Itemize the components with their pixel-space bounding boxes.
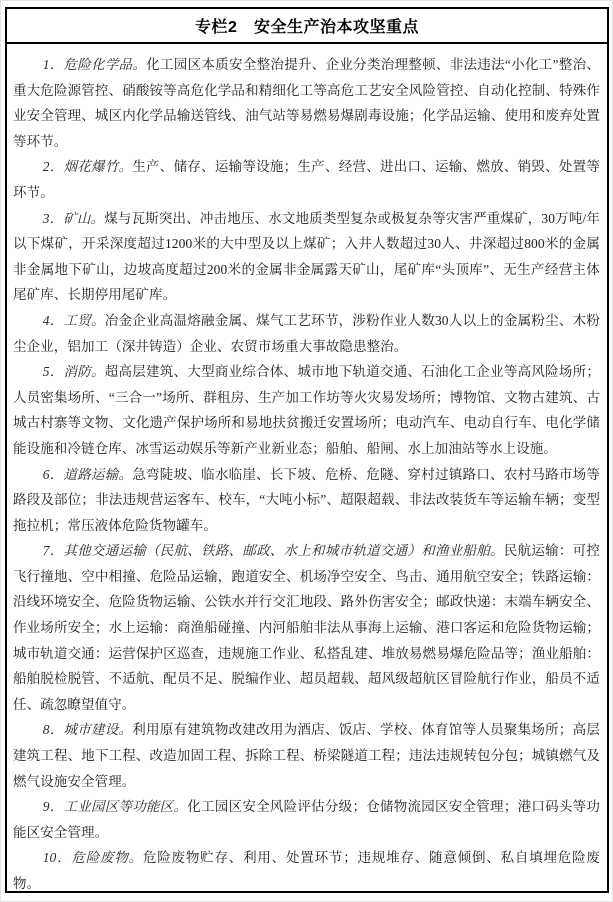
item-lead-term: 9．工业园区等功能区。 <box>42 799 188 815</box>
item-body-text: 生产、储存、运输等设施；生产、经营、进出口、运输、燃放、销毁、处置等环节。 <box>13 159 601 200</box>
item-lead-term: 10．危险废物。 <box>42 850 143 866</box>
list-item <box>13 52 600 154</box>
item-body-text: 危险废物贮存、利用、处置环节；违规堆存、随意倾倒、私自填埋危险废物。 <box>13 850 600 891</box>
item-body-text: 化工园区本质安全整治提升、企业分类治理整顿、非法违法“小化工”整治、重大危险源管控、硝酸铵等高危化学品和精细化工等高危工艺安全风险管控、自动化控制、特殊作业安全管理、城区内化学品输送管线、油气站等易燃易爆剧毒设施；化学品运输、使用和废弃处置等环节。 <box>13 57 600 149</box>
item-lead-term: 4．工贸。 <box>42 312 105 328</box>
panel-body <box>7 44 607 897</box>
list-item <box>13 154 600 205</box>
list-item <box>13 845 600 896</box>
special-column-panel <box>5 7 609 893</box>
item-body-text: 利用原有建筑物改建改用为酒店、饭店、学校、体育馆等人员聚集场所；高层建筑工程、地下工程、改造加固工程、拆除工程、桥梁隧道工程；违法违规转包分包；城镇燃气及燃气设施安全管理。 <box>13 722 601 789</box>
item-lead-term: 5．消防。 <box>42 364 105 380</box>
list-item <box>13 206 600 308</box>
item-lead-term: 1．危险化学品。 <box>42 57 147 72</box>
item-lead-term: 8．城市建设。 <box>42 722 133 738</box>
item-lead-term: 7．其他交通运输（民航、铁路、邮政、水上和城市轨道交通）和渔业船舶。 <box>42 543 504 559</box>
item-body-text: 煤与瓦斯突出、冲击地压、水文地质类型复杂或极复杂等灾害严重煤矿，30万吨/年以下煤矿，开采深度超过1200米的大中型及以上煤矿；入井人数超过30人、井深超过800米的金属非金属地下矿山，边坡高度超过200米的金属非金属露天矿山，尾矿库“头顶库”、无生产经营主体尾矿库、长期停用尾矿库。 <box>13 210 600 303</box>
list-item <box>13 359 600 461</box>
item-body-text: 冶金企业高温熔融金属、煤气工艺环节，涉粉作业人数30人以上的金属粉尘、木粉尘企业，铝加工（深井铸造）企业、农贸市场重大事故隐患整治。 <box>13 312 600 354</box>
list-item <box>13 538 600 717</box>
item-body-text: 急弯陡坡、临水临崖、长下坡、危桥、危隧、穿村过镇路口、农村马路市场等路段及部位；非法违规营运客车、校车，“大吨小标”、超限超载、非法改装货车等运输车辆；变型拖拉机；常压液体危险货物罐车。 <box>13 466 601 533</box>
list-item <box>13 308 600 359</box>
item-body-text: 民航运输：可控飞行撞地、空中相撞、危险品运输，跑道安全、机场净空安全、鸟击、通用航空安全；铁路运输：沿线环境安全、危险货物运输、公铁水并行交汇地段、路外伤害安全；邮政快递：末端车辆安全、作业场所安全；水上运输：商渔船碰撞、内河船舶非法从事海上运输、港口客运和危险货物运输；城市轨道交通：运营保护区巡查，违规施工作业、私搭乱建、堆放易燃易爆危险品等；渔业船舶：船舶脱检脱管、不适航、配员不足、脱编作业、超员超载、超风级超航区冒险航行作业，船员不适任、疏忽瞭望值守。 <box>13 543 600 712</box>
item-body-text: 超高层建筑、大型商业综合体、城市地下轨道交通、石油化工企业等高风险场所；人员密集场所、“三合一”场所、群租房、生产加工作坊等火灾易发场所；博物馆、文物古建筑、古城古村寨等文物、文化遗产保护场所和易地扶贫搬迁安置场所；电动汽车、电动自行车、电化学储能设施和冷链仓库、冰雪运动娱乐等新产业新业态；船舶、船闸、水上加油站等水上设施。 <box>13 364 600 456</box>
panel-title: 专栏2 安全生产治本攻坚重点 <box>7 9 607 44</box>
list-item <box>13 462 600 539</box>
list-item <box>13 717 600 794</box>
item-lead-term: 6．道路运输。 <box>42 466 133 482</box>
list-item <box>13 794 600 845</box>
item-lead-term: 2．烟花爆竹。 <box>42 159 133 175</box>
item-lead-term: 3．矿山。 <box>42 210 105 226</box>
item-body-text: 化工园区安全风险评估分级；仓储物流园区安全管理；港口码头等功能区安全管理。 <box>13 799 600 840</box>
